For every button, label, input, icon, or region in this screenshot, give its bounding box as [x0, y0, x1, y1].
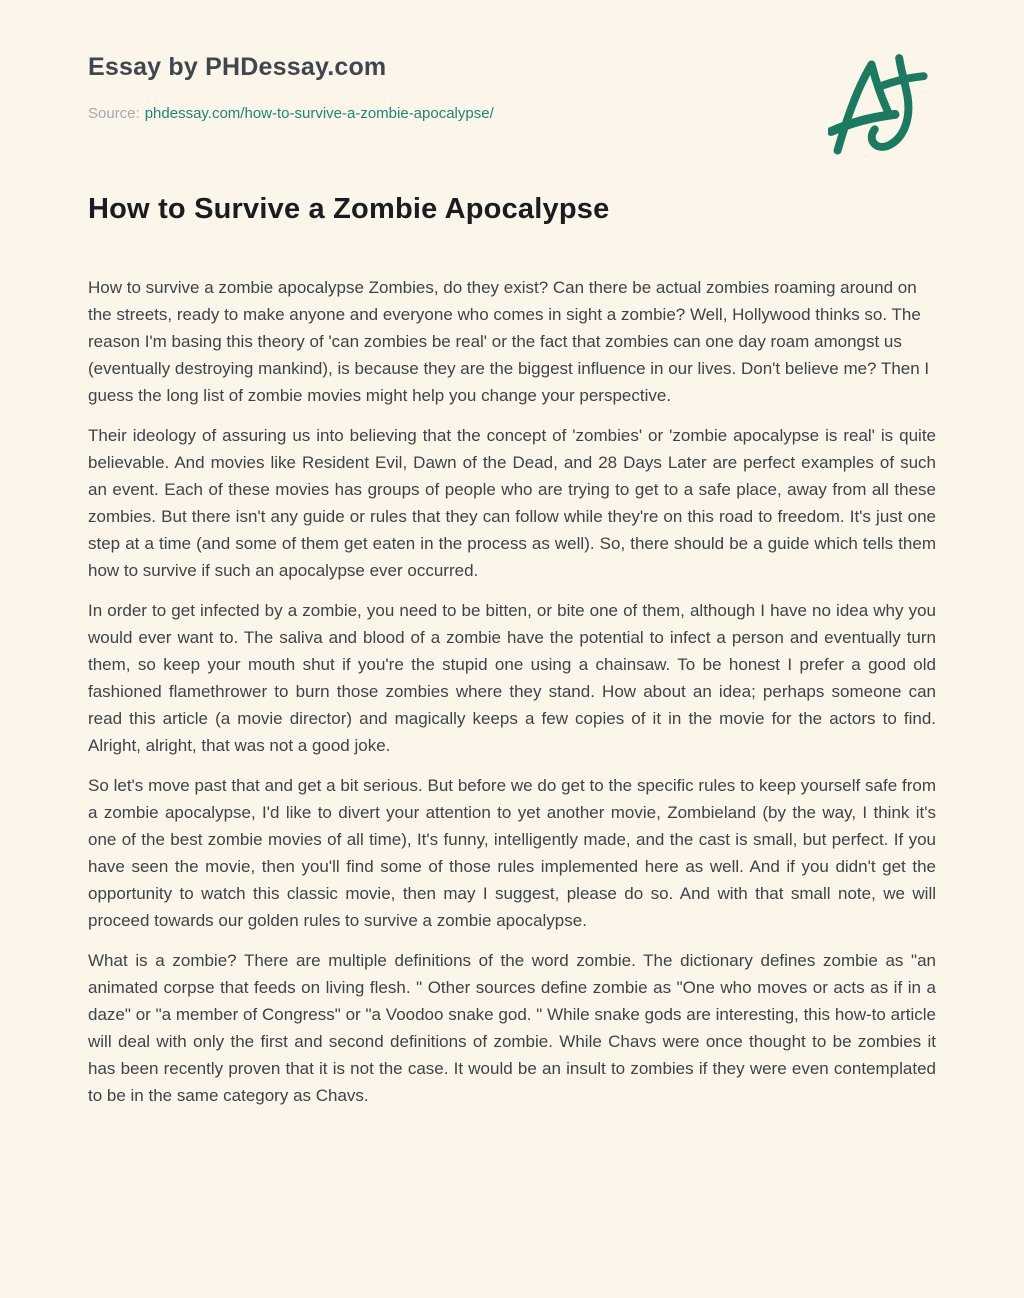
source-link[interactable]: phdessay.com/how-to-survive-a-zombie-apocalypse/: [144, 105, 494, 122]
essay-paragraph: Their ideology of assuring us into believing that the concept of 'zombies' or 'zombie apocalypse is real' is quite believable. And movies like Resident Evil, Dawn of the Dead, and 28 Days Later are perfect examples of such an event. Each of these movies has groups of people who are trying to get to a safe place, away from all these zombies. But there isn't any guide or rules that they can follow while they're on this road to freedom. It's just one step at a time (and some of them get eaten in the process as well). So, there should be a guide which tells them how to survive if such an apocalypse ever occurred.: [88, 426, 936, 580]
essay-paragraph: In order to get infected by a zombie, you need to be bitten, or bite one of them, although I have no idea why you would ever want to. The saliva and blood of a zombie have the potential to infect a person and eventually turn them, so keep your mouth shut if you're the stupid one using a chainsaw. To be honest I prefer a good old fashioned flamethrower to burn those zombies where they stand. How about an idea; perhaps someone can read this article (a movie director) and magically keeps a few copies of it in the movie for the actors to find. Alright, alright, that was not a good joke.: [88, 601, 936, 755]
site-brand: Essay by PHDessay.com: [88, 53, 387, 81]
essay-title: How to Survive a Zombie Apocalypse: [88, 193, 610, 225]
essay-paragraph: What is a zombie? There are multiple definitions of the word zombie. The dictionary defines zombie as "an animated corpse that feeds on living flesh. " Other sources define zombie as "One who moves or acts as if in a daze" or "a member of Congress" or "a Voodoo snake god. " While snake gods are interesting, this how-to article will deal with only the first and second definitions of zombie. While Chavs were once thought to be zombies it has been recently proven that it is not the case. It would be an insult to zombies if they were even contemplated to be in the same category as Chavs.: [88, 951, 936, 1105]
source-line: [88, 104, 936, 124]
essay-paragraph: So let's move past that and get a bit serious. But before we do get to the specific rules to keep yourself safe from a zombie apocalypse, I'd like to divert your attention to yet another movie, Zombieland (by the way, I think it's one of the best zombie movies of all time), It's funny, intelligently made, and the cast is small, but perfect. If you have seen the movie, then you'll find some of those rules implemented here as well. And if you didn't get the opportunity to watch this classic movie, then may I suggest, please do so. And with that small note, we will proceed towards our golden rules to survive a zombie apocalypse.: [88, 776, 936, 930]
essay-body: [88, 274, 936, 1109]
essay-paragraph: How to survive a zombie apocalypse Zombies, do they exist? Can there be actual zombies roaming around on the streets, ready to make anyone and everyone who comes in sight a zombie? Well, Hollywood thinks so. The reason I'm basing this theory of 'can zombies be real' or the fact that zombies can one day roam amongst us (eventually destroying mankind), is because they are the biggest influence in our lives. Don't believe me? Then I guess the long list of zombie movies might help you change your perspective.: [88, 278, 930, 405]
source-label: Source:: [88, 105, 140, 122]
phdessay-a-plus-logo-icon: [828, 50, 930, 164]
